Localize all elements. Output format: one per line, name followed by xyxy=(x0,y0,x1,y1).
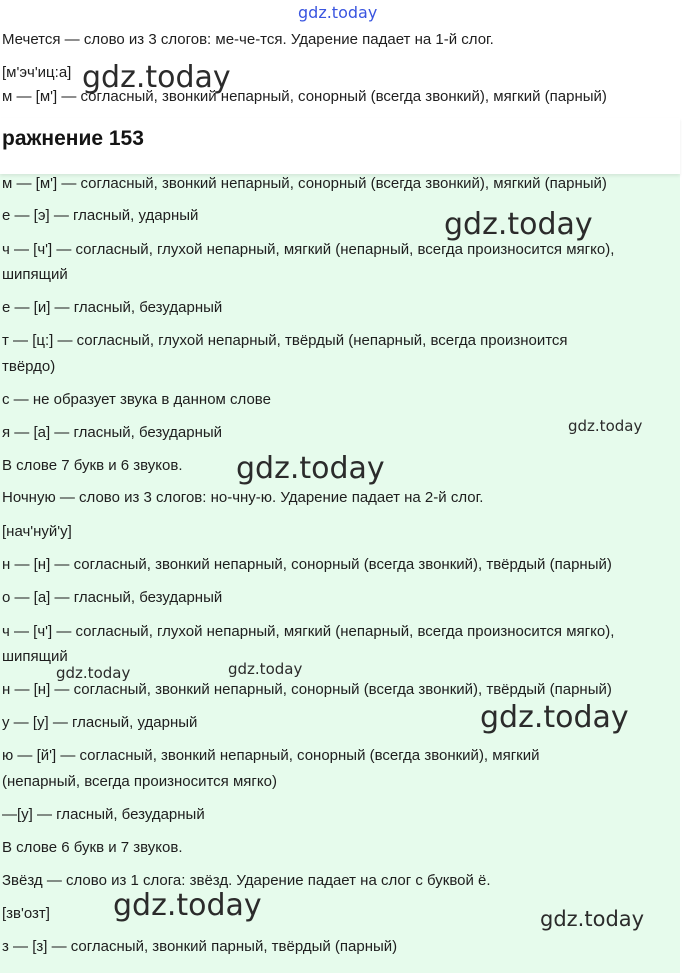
watermark-2: gdz.today xyxy=(444,207,593,242)
text-line: Ночную — слово из 3 слогов: но-чну-ю. Ударение падает на 2-й слог. xyxy=(2,489,484,506)
watermark-5: gdz.today xyxy=(56,664,131,682)
partially-hidden-line: м — [м'] — согласный, звонкий непарный, сонорный (всегда звонкий), мягкий (парный) xyxy=(2,88,607,105)
text-line: с — не образует звука в данном слове xyxy=(2,391,271,408)
text-line: н — [н] — согласный, звонкий непарный, сонорный (всегда звонкий), твёрдый (парный) xyxy=(2,556,612,573)
text-line: н — [н] — согласный, звонкий непарный, сонорный (всегда звонкий), твёрдый (парный) xyxy=(2,681,612,698)
exercise-title: ражнение 153 xyxy=(2,127,144,150)
watermark-9: gdz.today xyxy=(540,907,645,931)
watermark-8: gdz.today xyxy=(113,888,262,923)
text-line: шипящий xyxy=(2,648,68,665)
text-line: (непарный, всегда произносится мягко) xyxy=(2,773,277,790)
text-line: твёрдо) xyxy=(2,358,56,375)
site-watermark-top: gdz.today xyxy=(298,3,378,22)
text-line: ч — [ч'] — согласный, глухой непарный, мягкий (непарный, всегда произносится мягко), xyxy=(2,623,615,640)
watermark-6: gdz.today xyxy=(228,660,303,678)
text-line: ю — [й'] — согласный, звонкий непарный, сонорный (всегда звонкий), мягкий xyxy=(2,747,540,764)
text-line: —[у] — гласный, безударный xyxy=(2,806,205,823)
text-line: о — [а] — гласный, безударный xyxy=(2,589,223,606)
intro-line: Мечется — слово из 3 слогов: ме-че-тся. Ударение падает на 1-й слог. xyxy=(2,31,494,48)
text-line: т — [ц:] — согласный, глухой непарный, твёрдый (непарный, всегда произноится xyxy=(2,332,568,349)
text-line: [нач'нуй'у] xyxy=(2,523,72,540)
intro-transcription: [м'эч'иц:а] xyxy=(2,64,72,81)
watermark-7: gdz.today xyxy=(480,700,629,735)
text-line: м — [м'] — согласный, звонкий непарный, сонорный (всегда звонкий), мягкий (парный) xyxy=(2,175,607,192)
text-line: е — [и] — гласный, безударный xyxy=(2,299,223,316)
text-line: з — [з] — согласный, звонкий парный, твёрдый (парный) xyxy=(2,938,398,955)
watermark-3: gdz.today xyxy=(568,417,643,435)
text-line: [зв'озт] xyxy=(2,905,50,922)
watermark-4: gdz.today xyxy=(236,451,385,486)
watermark-1: gdz.today xyxy=(82,60,231,95)
text-line: Звёзд — слово из 1 слога: звёзд. Ударение падает на слог с буквой ё. xyxy=(2,872,491,889)
text-line: В слове 6 букв и 7 звуков. xyxy=(2,839,183,856)
text-line: В слове 7 букв и 6 звуков. xyxy=(2,457,183,474)
text-line: е — [э] — гласный, ударный xyxy=(2,207,199,224)
text-line: я — [а] — гласный, безударный xyxy=(2,424,223,441)
text-line: у — [у] — гласный, ударный xyxy=(2,714,198,731)
text-line: шипящий xyxy=(2,266,68,283)
text-line: ч — [ч'] — согласный, глухой непарный, мягкий (непарный, всегда произносится мягко), xyxy=(2,241,615,258)
